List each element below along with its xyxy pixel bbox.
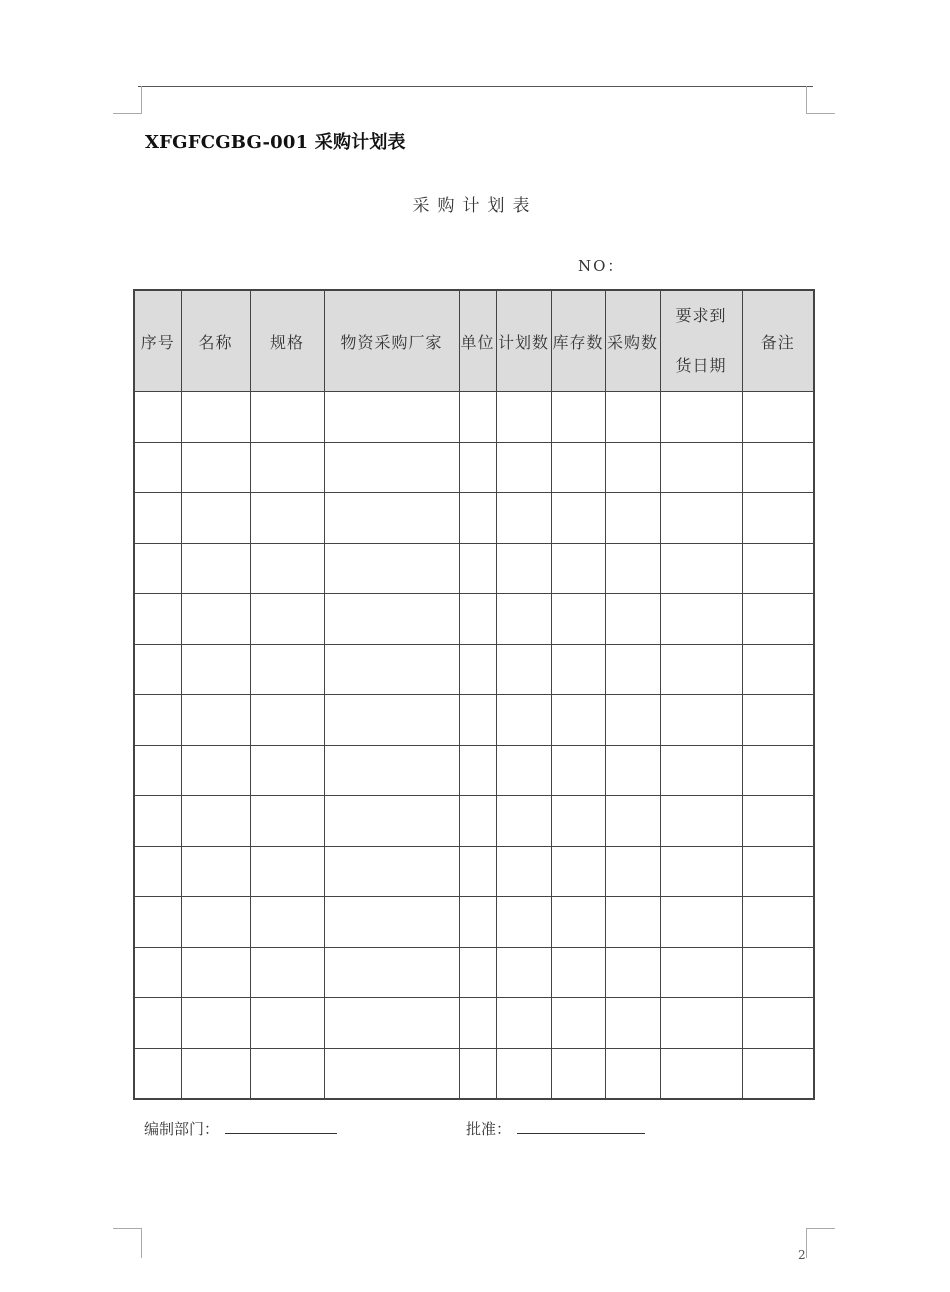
table-cell[interactable]: [324, 695, 459, 746]
table-cell[interactable]: [134, 594, 181, 645]
table-cell[interactable]: [324, 594, 459, 645]
table-cell[interactable]: [181, 543, 250, 594]
document-code-title: XFGFCGBG-001 采购计划表: [145, 132, 406, 153]
table-cell[interactable]: [250, 1048, 324, 1099]
table-cell[interactable]: [324, 846, 459, 897]
table-row: [134, 594, 814, 645]
table-cell[interactable]: [459, 745, 496, 796]
table-cell[interactable]: [459, 442, 496, 493]
table-cell[interactable]: [134, 442, 181, 493]
header-cell-name: 名称: [181, 290, 250, 392]
table-cell[interactable]: [181, 998, 250, 1049]
table-cell[interactable]: [605, 543, 660, 594]
table-cell[interactable]: [459, 947, 496, 998]
table-cell[interactable]: [660, 897, 742, 948]
header-cell-serial: 序号: [134, 290, 181, 392]
table-cell[interactable]: [605, 594, 660, 645]
table-cell[interactable]: [551, 745, 605, 796]
table-cell[interactable]: [181, 745, 250, 796]
table-cell[interactable]: [605, 1048, 660, 1099]
table-cell[interactable]: [496, 543, 551, 594]
table-row: [134, 543, 814, 594]
page-number: 2: [798, 1248, 806, 1262]
table-cell[interactable]: [551, 392, 605, 443]
table-cell[interactable]: [324, 745, 459, 796]
table-cell[interactable]: [250, 947, 324, 998]
purchase-plan-table: [133, 289, 815, 1100]
table-cell[interactable]: [551, 594, 605, 645]
table-cell[interactable]: [134, 947, 181, 998]
table-cell[interactable]: [250, 998, 324, 1049]
approved-by-label: 批准：: [466, 1120, 512, 1138]
table-row: [134, 897, 814, 948]
table-cell[interactable]: [181, 392, 250, 443]
table-cell[interactable]: [551, 897, 605, 948]
table-cell[interactable]: [181, 897, 250, 948]
header-required-date-line1: 要求到: [675, 306, 727, 325]
table-cell[interactable]: [551, 493, 605, 544]
table-cell[interactable]: [742, 897, 814, 948]
table-cell[interactable]: [324, 493, 459, 544]
table-cell[interactable]: [181, 846, 250, 897]
table-row: [134, 644, 814, 695]
table-cell[interactable]: [551, 644, 605, 695]
table-cell[interactable]: [324, 796, 459, 847]
table-cell[interactable]: [459, 594, 496, 645]
table-cell[interactable]: [324, 442, 459, 493]
table-cell[interactable]: [551, 796, 605, 847]
table-cell[interactable]: [605, 897, 660, 948]
table-cell[interactable]: [660, 695, 742, 746]
table-cell[interactable]: [551, 1048, 605, 1099]
table-cell[interactable]: [551, 695, 605, 746]
table-cell[interactable]: [660, 493, 742, 544]
table-cell[interactable]: [496, 998, 551, 1049]
table-row: [134, 846, 814, 897]
table-cell[interactable]: [134, 493, 181, 544]
table-cell[interactable]: [742, 846, 814, 897]
table-cell[interactable]: [134, 796, 181, 847]
table-cell[interactable]: [742, 442, 814, 493]
table-cell[interactable]: [605, 796, 660, 847]
table-cell[interactable]: [496, 947, 551, 998]
table-cell[interactable]: [605, 846, 660, 897]
header-rule: [138, 86, 813, 87]
table-cell[interactable]: [660, 392, 742, 443]
table-cell[interactable]: [551, 998, 605, 1049]
table-cell[interactable]: [181, 493, 250, 544]
table-cell[interactable]: [459, 998, 496, 1049]
prepared-by-blank[interactable]: [225, 1117, 337, 1134]
table-cell[interactable]: [496, 796, 551, 847]
table-cell[interactable]: [742, 644, 814, 695]
table-cell[interactable]: [459, 695, 496, 746]
approved-by-field: [466, 1117, 645, 1139]
header-cell-unit: 单位: [459, 290, 496, 392]
header-required-date-line2: 货日期: [675, 356, 727, 375]
table-row: [134, 947, 814, 998]
table-cell[interactable]: [496, 695, 551, 746]
table-cell[interactable]: [134, 846, 181, 897]
table-cell[interactable]: [181, 1048, 250, 1099]
table-cell[interactable]: [742, 998, 814, 1049]
table-cell[interactable]: [605, 442, 660, 493]
table-cell[interactable]: [250, 796, 324, 847]
header-cell-required-delivery-date: [660, 290, 742, 392]
table-cell[interactable]: [324, 392, 459, 443]
table-cell[interactable]: [605, 644, 660, 695]
form-title: 采购计划表: [412, 196, 538, 216]
table-cell[interactable]: [496, 846, 551, 897]
table-cell[interactable]: [660, 543, 742, 594]
table-cell[interactable]: [605, 695, 660, 746]
table-cell[interactable]: [250, 695, 324, 746]
header-cell-stock-qty: 库存数: [551, 290, 605, 392]
table-cell[interactable]: [660, 594, 742, 645]
table-cell[interactable]: [181, 796, 250, 847]
table-cell[interactable]: [742, 745, 814, 796]
header-cell-purchase-qty: 采购数: [605, 290, 660, 392]
table-cell[interactable]: [605, 745, 660, 796]
table-body: [134, 392, 814, 1100]
table-cell[interactable]: [459, 392, 496, 443]
table-cell[interactable]: [181, 644, 250, 695]
table-cell[interactable]: [324, 897, 459, 948]
table-cell[interactable]: [496, 1048, 551, 1099]
table-cell[interactable]: [551, 947, 605, 998]
table-row: [134, 796, 814, 847]
table-cell[interactable]: [605, 998, 660, 1049]
table-header-row: [134, 290, 814, 392]
table-cell[interactable]: [181, 594, 250, 645]
table-cell[interactable]: [660, 947, 742, 998]
prepared-by-field: [144, 1117, 337, 1139]
table-cell[interactable]: [660, 846, 742, 897]
table-cell[interactable]: [496, 897, 551, 948]
form-number-label: NO：: [578, 257, 625, 275]
table-cell[interactable]: [134, 1048, 181, 1099]
table-cell[interactable]: [324, 644, 459, 695]
header-cell-spec: 规格: [250, 290, 324, 392]
table-cell[interactable]: [742, 947, 814, 998]
table-cell[interactable]: [742, 1048, 814, 1099]
table-row: [134, 1048, 814, 1099]
table-cell[interactable]: [742, 392, 814, 443]
table-cell[interactable]: [250, 644, 324, 695]
table-row: [134, 745, 814, 796]
crop-mark-bottom-right: [806, 1228, 835, 1258]
table-cell[interactable]: [459, 846, 496, 897]
table-cell[interactable]: [496, 442, 551, 493]
table-cell[interactable]: [459, 644, 496, 695]
table-cell[interactable]: [324, 1048, 459, 1099]
table-cell[interactable]: [181, 442, 250, 493]
table-cell[interactable]: [459, 1048, 496, 1099]
crop-mark-top-left: [113, 86, 142, 114]
crop-mark-top-right: [806, 86, 835, 114]
table-cell[interactable]: [134, 998, 181, 1049]
table-cell[interactable]: [660, 998, 742, 1049]
table-cell[interactable]: [181, 947, 250, 998]
table-cell[interactable]: [496, 594, 551, 645]
approved-by-blank[interactable]: [517, 1117, 645, 1134]
table-cell[interactable]: [660, 442, 742, 493]
table-cell[interactable]: [134, 644, 181, 695]
table-row: [134, 493, 814, 544]
header-cell-planned-qty: 计划数: [496, 290, 551, 392]
table-cell[interactable]: [181, 695, 250, 746]
table-cell[interactable]: [459, 897, 496, 948]
table-cell[interactable]: [250, 745, 324, 796]
table-cell[interactable]: [250, 897, 324, 948]
table-cell[interactable]: [742, 543, 814, 594]
table-cell[interactable]: [134, 392, 181, 443]
table-cell[interactable]: [459, 796, 496, 847]
table-cell[interactable]: [605, 392, 660, 443]
table-row: [134, 998, 814, 1049]
table-cell[interactable]: [324, 998, 459, 1049]
table-cell[interactable]: [250, 543, 324, 594]
table-cell[interactable]: [660, 1048, 742, 1099]
header-cell-remarks: 备注: [742, 290, 814, 392]
table-cell[interactable]: [551, 442, 605, 493]
table-cell[interactable]: [250, 392, 324, 443]
table-cell[interactable]: [496, 745, 551, 796]
table-cell[interactable]: [551, 543, 605, 594]
table-cell[interactable]: [134, 543, 181, 594]
table-cell[interactable]: [250, 594, 324, 645]
table-cell[interactable]: [250, 846, 324, 897]
table-cell[interactable]: [324, 543, 459, 594]
table-row: [134, 695, 814, 746]
table-cell[interactable]: [742, 594, 814, 645]
prepared-by-label: 编制部门：: [144, 1120, 220, 1138]
table-cell[interactable]: [660, 796, 742, 847]
crop-mark-bottom-left: [113, 1228, 142, 1258]
table-row: [134, 442, 814, 493]
table-cell[interactable]: [324, 947, 459, 998]
table-cell[interactable]: [742, 493, 814, 544]
table-cell[interactable]: [134, 897, 181, 948]
table-cell[interactable]: [496, 392, 551, 443]
table-cell[interactable]: [459, 493, 496, 544]
table-cell[interactable]: [496, 493, 551, 544]
table-cell[interactable]: [660, 745, 742, 796]
table-row: [134, 392, 814, 443]
table-cell[interactable]: [496, 644, 551, 695]
table-cell[interactable]: [742, 796, 814, 847]
table-cell[interactable]: [605, 493, 660, 544]
table-cell[interactable]: [134, 695, 181, 746]
table-cell[interactable]: [459, 543, 496, 594]
header-cell-supplier: 物资采购厂家: [324, 290, 459, 392]
table-cell[interactable]: [742, 695, 814, 746]
table-cell[interactable]: [134, 745, 181, 796]
table-cell[interactable]: [250, 442, 324, 493]
table-cell[interactable]: [250, 493, 324, 544]
table-cell[interactable]: [660, 644, 742, 695]
table-cell[interactable]: [605, 947, 660, 998]
table-cell[interactable]: [551, 846, 605, 897]
